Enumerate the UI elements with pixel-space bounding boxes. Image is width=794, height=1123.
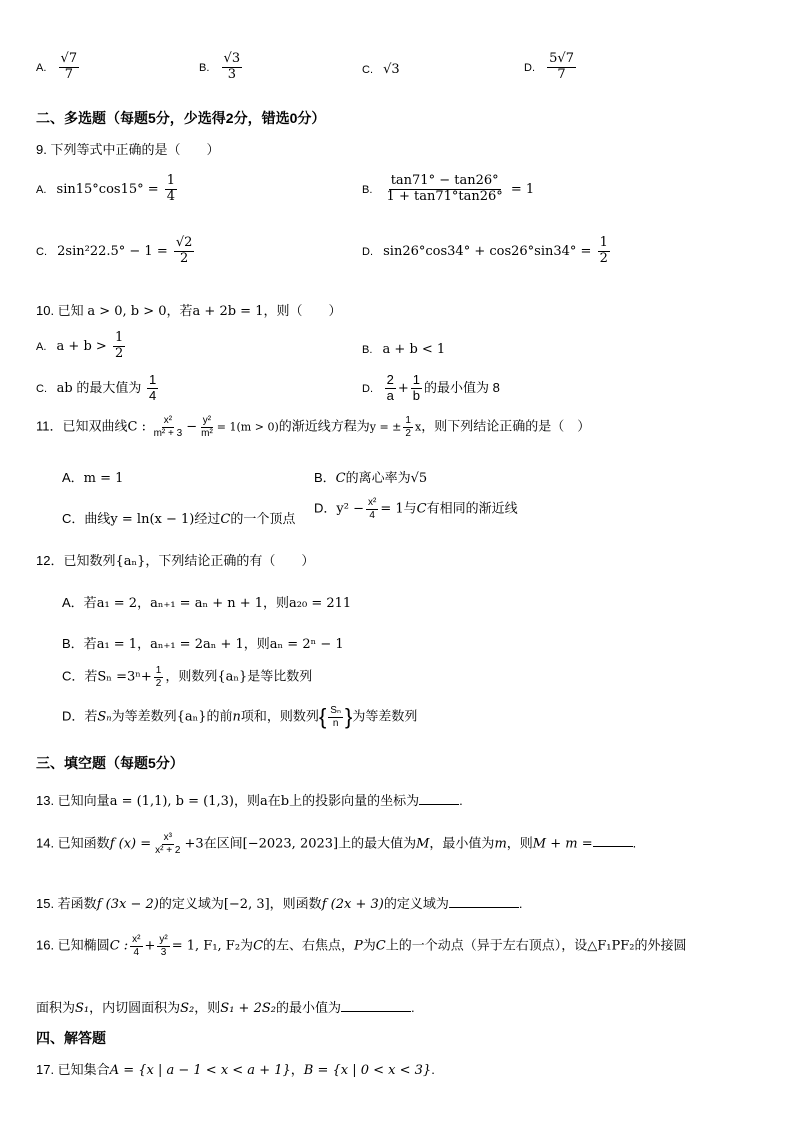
text: ，则 — [233, 793, 260, 808]
text: 的最小值为 — [275, 1000, 341, 1015]
expression: B = {x | 0 < x < 3} — [303, 1063, 432, 1078]
expression: = 1 — [510, 181, 535, 197]
option-label: D． — [62, 708, 85, 724]
question-17 — [36, 1059, 435, 1078]
expression: a + 2b = 1 — [192, 304, 264, 319]
expression: A = {x | a − 1 < x < a + 1} — [109, 1063, 291, 1078]
brace-open: { — [318, 704, 327, 729]
fraction — [157, 934, 169, 958]
operator: + — [397, 380, 409, 396]
denominator: 3 — [160, 946, 167, 958]
expression: sin15°cos15° = — [56, 181, 159, 197]
text: 15. 若函数 — [36, 896, 97, 911]
q12-option-a — [62, 592, 351, 611]
section-title: 四、解答题 — [36, 1030, 106, 1046]
numerator: 5√7 — [549, 51, 574, 66]
text: 若 — [84, 668, 98, 684]
denominator: 2 — [599, 250, 608, 266]
question-13 — [36, 790, 463, 809]
fraction — [153, 832, 182, 856]
expression: C — [220, 512, 231, 527]
text: 项和，则数列 — [240, 708, 319, 724]
q10-option-c — [36, 373, 160, 404]
text: 为等差数列 — [111, 708, 177, 724]
denominator: 3 — [227, 66, 236, 82]
numerator: y² — [202, 415, 212, 426]
text: 上的一个动点（异于左右顶点），设 — [385, 937, 588, 953]
expression: S₁ + 2S₂ — [220, 1001, 276, 1016]
numerator: 1 — [155, 665, 162, 676]
expression: = 1, F₁, F₂ — [171, 938, 241, 954]
numerator: 1 — [166, 173, 176, 188]
option-label: D． — [314, 500, 337, 516]
option-label: B. — [362, 344, 373, 356]
q11-option-d — [314, 497, 518, 521]
text: ，则下列结论正确的是（ ） — [421, 418, 591, 434]
numerator: 2 — [386, 372, 394, 387]
expression: a > 0, b > 0 — [87, 304, 167, 319]
expression: [−2023, 2023] — [242, 836, 339, 852]
numerator: 1 — [148, 372, 157, 387]
text: ，内切圆面积为 — [89, 1000, 181, 1015]
denominator: 1 + tan71°tan26° — [386, 188, 503, 204]
text: . — [410, 1000, 415, 1015]
denominator: n — [332, 717, 339, 729]
text: 13. 已知向量 — [36, 793, 110, 808]
text: 10. 已知 — [36, 303, 84, 318]
answer-blank[interactable] — [419, 803, 459, 805]
text: ，最小值为 — [429, 835, 495, 851]
section-title: 二、多选题（每题5分，少选得2分，错选0分） — [36, 110, 326, 126]
numerator: x² — [163, 415, 173, 426]
q10-option-d — [362, 373, 500, 404]
q11-option-a — [62, 467, 123, 486]
text: 的最小值为 8 — [424, 379, 500, 395]
expression: C — [416, 501, 427, 517]
expression: C — [375, 938, 386, 954]
text: ，则 — [243, 636, 270, 651]
fraction — [59, 52, 80, 83]
expression: C : — [109, 938, 129, 954]
expression: △F₁PF₂ — [587, 938, 635, 954]
text: 14. 已知函数 — [36, 835, 110, 851]
expression: m = 1 — [83, 471, 124, 486]
option-label: A. — [36, 61, 47, 74]
text: 的定义域为 — [158, 896, 224, 911]
expression: y = ln(x − 1) — [110, 512, 195, 527]
expression: {aₙ} — [115, 554, 146, 569]
text: 为等差数列 — [352, 708, 418, 724]
text: ，则（ ） — [263, 303, 342, 318]
q10-option-a — [36, 331, 127, 362]
expression: = 1(m > 0) — [216, 420, 279, 434]
q9-option-c — [36, 236, 196, 267]
q11-option-b — [314, 467, 427, 486]
q12-option-b — [62, 633, 344, 652]
q12-option-c — [62, 665, 312, 689]
expression: {aₙ} — [176, 709, 207, 725]
question-10-stem — [36, 300, 341, 319]
text: 面积为 — [36, 1000, 76, 1015]
expression: [−2, 3] — [223, 897, 270, 912]
expression: M — [416, 836, 430, 852]
denominator: a — [386, 387, 394, 403]
option-label: A. — [36, 340, 47, 353]
q9-option-a — [36, 174, 179, 205]
expression: n — [232, 709, 241, 725]
q12-option-d — [62, 705, 417, 729]
question-12-stem — [36, 550, 314, 569]
text: 的最大值为 — [76, 379, 142, 395]
expression: y² − — [336, 501, 364, 517]
option-label: A. — [36, 183, 47, 196]
expression: ab — [56, 380, 73, 396]
fraction — [130, 934, 142, 958]
text: 在区间 — [203, 835, 243, 851]
text: 的一个顶点 — [230, 511, 296, 526]
option-label: A． — [62, 595, 84, 610]
text: 的渐近线方程为 — [278, 418, 370, 434]
question-16-line1 — [36, 934, 687, 958]
option-label: B. — [362, 183, 373, 196]
numerator: tan71° − tan26° — [390, 173, 499, 188]
q9-option-d — [362, 236, 612, 267]
option-label: C. — [36, 245, 47, 258]
expression: x — [414, 420, 422, 434]
text: ， — [137, 595, 151, 610]
numerator: √7 — [60, 51, 78, 66]
numerator: x² — [367, 497, 377, 508]
question-9-stem: 9. 下列等式中正确的是（ ） — [36, 142, 220, 157]
text: 在 — [267, 793, 281, 808]
question-16-line2 — [36, 997, 415, 1016]
numerator: 1 — [412, 372, 420, 387]
text: 上的最大值为 — [338, 835, 417, 851]
fraction — [385, 174, 505, 205]
expression: aₙ₊₁ = 2aₙ + 1 — [150, 637, 244, 652]
numerator: 1 — [599, 235, 608, 250]
text: 12．已知数列 — [36, 553, 116, 568]
text: 曲线 — [84, 511, 111, 526]
numerator: y² — [159, 934, 168, 945]
text: . — [632, 835, 637, 851]
fraction — [165, 174, 177, 205]
option-b — [199, 52, 244, 83]
expression: m — [494, 836, 507, 852]
denominator: m² + 3 — [153, 427, 183, 439]
expression: C — [335, 471, 346, 486]
fraction — [113, 331, 125, 362]
denominator: 4 — [369, 509, 375, 521]
text: 11．已知双曲线 — [36, 418, 128, 434]
text: ，则数列 — [165, 668, 218, 684]
denominator: 7 — [64, 66, 73, 82]
expression: f (3x − 2) — [96, 897, 159, 912]
expression: Sₙ =3ⁿ+ — [97, 669, 152, 685]
answer-blank[interactable] — [449, 906, 519, 908]
denominator: 4 — [133, 946, 140, 958]
fraction — [147, 373, 158, 404]
expression: Sₙ — [97, 709, 112, 725]
denominator: 2 — [114, 345, 124, 361]
expression: S₂ — [180, 1001, 195, 1016]
text: 的外接圆 — [634, 937, 687, 953]
expression: +3 — [184, 836, 204, 852]
text: 与 — [403, 500, 417, 516]
text: 有相同的渐近线 — [426, 500, 518, 516]
text: 是等比数列 — [247, 668, 313, 684]
option-a — [36, 52, 81, 83]
expression: a₁ = 2 — [96, 596, 138, 611]
fraction — [152, 415, 185, 439]
numerator: x³ — [163, 832, 172, 843]
numerator: √3 — [223, 51, 241, 66]
denominator: 2 — [405, 427, 411, 439]
fraction — [199, 415, 215, 439]
text: 若 — [83, 595, 97, 610]
question-11-stem — [36, 415, 590, 439]
expression: √5 — [410, 471, 428, 486]
expression: f (2x + 3) — [321, 897, 384, 912]
question-15 — [36, 893, 522, 912]
text: ， — [290, 1062, 304, 1077]
text: . — [518, 896, 523, 911]
text: 上的投影向量的坐标为 — [289, 793, 420, 808]
expression: y = ± — [369, 420, 402, 434]
text: . — [459, 793, 463, 808]
text: 若 — [84, 708, 98, 724]
text: 若 — [83, 636, 97, 651]
text: 17. 已知集合 — [36, 1062, 110, 1077]
option-label: B． — [314, 470, 336, 485]
numerator: 1 — [405, 415, 411, 426]
text: ，则 — [263, 595, 290, 610]
fraction — [403, 415, 413, 439]
denominator: b — [412, 387, 420, 403]
operator: − — [186, 419, 198, 435]
question-14 — [36, 832, 636, 856]
option-d — [524, 52, 578, 83]
text: ，则 — [194, 1000, 221, 1015]
denominator: 7 — [557, 66, 566, 82]
fraction — [222, 52, 243, 83]
text: 16. 已知椭圆 — [36, 937, 110, 953]
fraction — [174, 236, 195, 267]
option-label: D. — [524, 61, 535, 74]
text: 的离心率为 — [345, 470, 411, 485]
expression: P — [354, 938, 363, 954]
expression: a₂₀ = 211 — [289, 596, 352, 611]
text: 的前 — [206, 708, 233, 724]
option-label: D. — [362, 245, 373, 258]
fraction — [598, 236, 610, 267]
text: ，则函数 — [269, 896, 322, 911]
numerator: x² — [132, 934, 141, 945]
text: . — [431, 1062, 435, 1077]
text: ， — [137, 636, 151, 651]
q10-option-b — [362, 342, 445, 357]
fraction — [385, 373, 396, 404]
q9-option-b — [362, 174, 534, 205]
denominator: m² — [201, 427, 213, 439]
expression: a = (1,1), b = (1,3) — [109, 794, 234, 809]
option-value: √3 — [383, 62, 400, 77]
denominator: 4 — [148, 387, 157, 403]
option-label: D. — [362, 382, 373, 395]
expression: a₁ = 1 — [96, 637, 138, 652]
denominator: 4 — [166, 188, 176, 204]
fraction — [411, 373, 422, 404]
expression: a — [260, 794, 268, 809]
text: 经过 — [194, 511, 221, 526]
text: ，若 — [166, 303, 193, 318]
expression: sin26°cos34° + cos26°sin34° = — [383, 243, 592, 259]
answer-blank[interactable] — [341, 1010, 411, 1012]
expression: M + m = — [532, 836, 593, 852]
expression: b — [280, 794, 290, 809]
expression: C : — [127, 419, 146, 435]
operator: + — [144, 938, 156, 954]
text: 的左、右焦点， — [263, 937, 355, 953]
text: 为 — [362, 937, 376, 953]
text: 为 — [240, 937, 254, 953]
expression: S₁ — [75, 1001, 90, 1016]
answer-blank[interactable] — [593, 845, 633, 847]
option-label: B. — [199, 61, 210, 74]
fraction — [547, 52, 576, 83]
expression: C — [253, 938, 264, 954]
text: ，则 — [506, 835, 533, 851]
expression: f (x) = — [109, 836, 152, 852]
option-label: C． — [62, 511, 85, 526]
option-label: A． — [62, 470, 84, 485]
text: ，下列结论正确的有（ ） — [145, 553, 315, 568]
denominator: 2 — [180, 250, 189, 266]
numerator: √2 — [175, 235, 193, 250]
q11-option-c — [62, 508, 295, 527]
brace-close: } — [344, 704, 353, 729]
denominator: x² + 2 — [155, 844, 181, 856]
fraction — [366, 497, 378, 521]
option-label: C． — [62, 668, 85, 684]
denominator: 2 — [155, 677, 162, 689]
option-label: B． — [62, 636, 84, 651]
expression: 2sin²22.5° − 1 = — [57, 243, 168, 259]
expression: a + b < 1 — [382, 342, 446, 357]
expression: aₙ = 2ⁿ − 1 — [269, 637, 344, 652]
numerator: 1 — [114, 330, 124, 345]
option-label: C. — [36, 382, 47, 395]
fraction — [154, 665, 164, 689]
numerator: Sₙ — [330, 705, 341, 716]
option-label: C. — [362, 64, 373, 76]
option-c — [362, 62, 400, 77]
expression: aₙ₊₁ = aₙ + n + 1 — [150, 596, 264, 611]
fraction — [328, 705, 343, 729]
section-title: 三、填空题（每题5分） — [36, 755, 184, 771]
expression: a + b > — [56, 338, 107, 354]
expression: = 1 — [380, 501, 404, 517]
expression: {aₙ} — [217, 669, 248, 685]
text: 的定义域为 — [383, 896, 449, 911]
